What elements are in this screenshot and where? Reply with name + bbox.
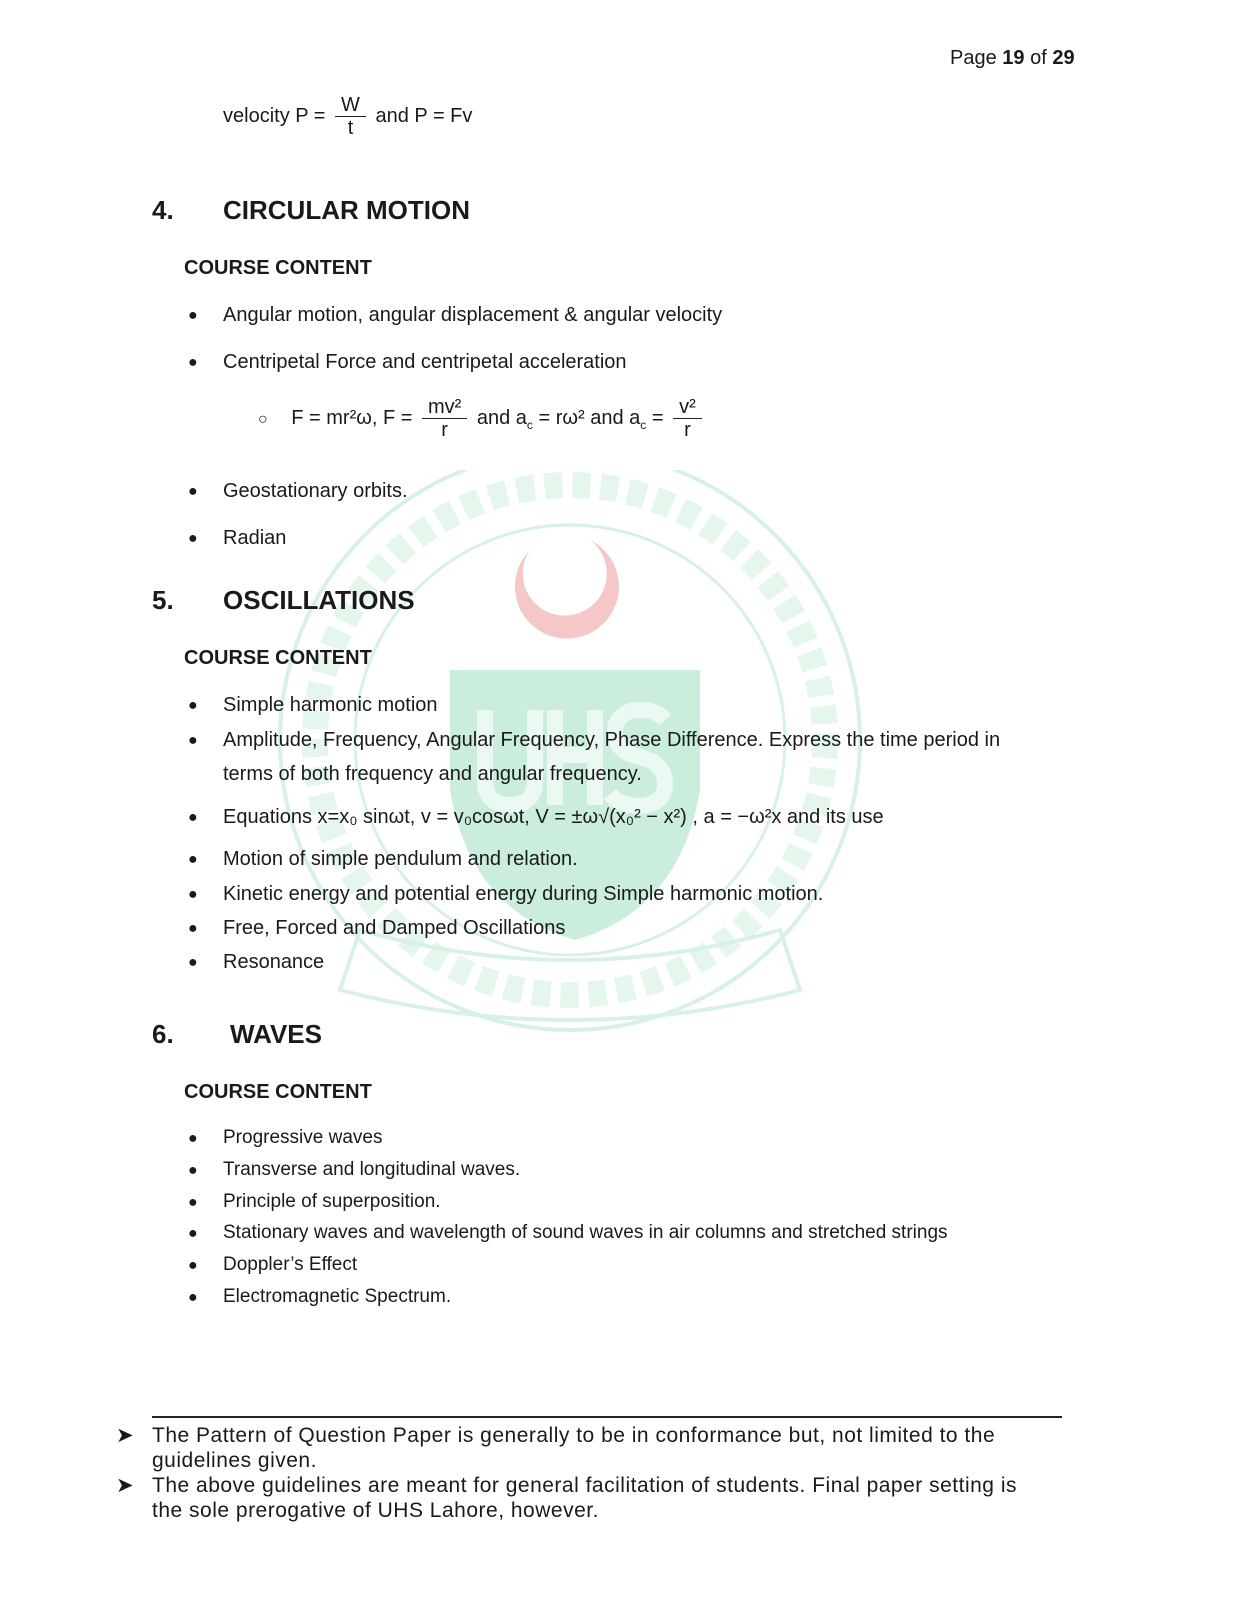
fraction <box>422 396 467 441</box>
section-title: OSCILLATIONS <box>223 585 415 615</box>
bullet: ● <box>188 1257 198 1274</box>
subscript: c <box>526 417 533 432</box>
arrow-bullet-icon: ➤ <box>116 1424 135 1447</box>
list-item: Equations x=x₀ sinωt, v = v₀cosωt, V = ±ω√(x₀² − x²) , a = −ω²x and its use <box>223 806 884 828</box>
list-item: Electromagnetic Spectrum. <box>223 1286 452 1307</box>
bullet: ● <box>188 809 198 826</box>
bullet: ● <box>188 1289 198 1306</box>
page-number <box>950 47 1075 70</box>
bullet: ● <box>188 354 198 371</box>
fraction-numerator: mv² <box>422 396 467 419</box>
list-item: Kinetic energy and potential energy during Simple harmonic motion. <box>223 883 824 905</box>
bullet: ● <box>188 697 198 714</box>
course-content-label: COURSE CONTENT <box>184 647 372 669</box>
bullet: ● <box>188 1130 198 1147</box>
bullet: ● <box>188 1162 198 1179</box>
list-item: Simple harmonic motion <box>223 694 438 716</box>
list-item: Doppler’s Effect <box>223 1254 358 1275</box>
list-item: Resonance <box>223 951 325 973</box>
formula-part: and a <box>476 406 527 429</box>
list-item: Angular motion, angular displacement & angular velocity <box>223 304 723 326</box>
list-item: Geostationary orbits. <box>223 480 408 502</box>
list-item: Stationary waves and wavelength of sound waves in air columns and stretched strings <box>223 1222 948 1243</box>
power-formula <box>223 94 472 139</box>
page-prefix: Page <box>950 47 997 69</box>
section-number: 5. <box>152 585 174 615</box>
bullet: ● <box>188 886 198 903</box>
bullet: ● <box>188 1194 198 1211</box>
list-item: Progressive waves <box>223 1127 383 1148</box>
footer-note-continued: the sole prerogative of UHS Lahore, however. <box>152 1499 599 1522</box>
bullet: ● <box>188 483 198 500</box>
page-total: 29 <box>1052 47 1075 69</box>
centripetal-formula <box>258 396 706 441</box>
fraction-numerator: v² <box>673 396 702 419</box>
bullet: ● <box>188 954 198 971</box>
page-of: of <box>1030 47 1047 69</box>
course-content-label: COURSE CONTENT <box>184 257 372 279</box>
bullet: ● <box>188 1225 198 1242</box>
bullet: ● <box>188 530 198 547</box>
bullet: ● <box>188 732 198 749</box>
footer-note: The Pattern of Question Paper is generally to be in conformance but, not limited to the <box>152 1424 996 1447</box>
formula-part: F = mr²ω, F = <box>291 406 413 429</box>
fraction-denominator: t <box>347 117 354 139</box>
fraction-denominator: r <box>684 419 691 441</box>
list-item: Centripetal Force and centripetal acceleration <box>223 351 627 373</box>
subscript: c <box>640 417 647 432</box>
footer-divider <box>152 1416 1062 1418</box>
footer-note-continued: guidelines given. <box>152 1449 317 1472</box>
section-number: 6. <box>152 1019 174 1049</box>
bullet: ● <box>188 851 198 868</box>
course-content-label: COURSE CONTENT <box>184 1081 372 1103</box>
power-fraction <box>335 94 366 139</box>
formula-part: = rω² and a <box>532 406 641 429</box>
fraction <box>673 396 702 441</box>
power-suffix: and P = Fv <box>375 104 473 127</box>
list-item: Amplitude, Frequency, Angular Frequency, Phase Difference. Express the time period in <box>223 729 1001 751</box>
arrow-bullet-icon: ➤ <box>116 1474 135 1497</box>
bullet: ● <box>188 307 198 324</box>
list-item: Free, Forced and Damped Oscillations <box>223 917 566 939</box>
circle-bullet: ○ <box>258 410 268 428</box>
list-item: Transverse and longitudinal waves. <box>223 1159 521 1180</box>
section-title: WAVES <box>230 1019 322 1049</box>
page-current: 19 <box>1002 47 1025 69</box>
section-number: 4. <box>152 195 174 225</box>
formula-part: = <box>646 406 664 429</box>
bullet: ● <box>188 920 198 937</box>
list-item-continued: terms of both frequency and angular frequency. <box>223 763 642 785</box>
fraction-denominator: r <box>441 419 448 441</box>
list-item: Motion of simple pendulum and relation. <box>223 848 578 870</box>
list-item: Radian <box>223 527 287 549</box>
footer-note: The above guidelines are meant for general facilitation of students. Final paper setting is <box>152 1474 1017 1497</box>
section-title: CIRCULAR MOTION <box>223 195 470 225</box>
fraction-numerator: W <box>335 94 366 117</box>
list-item: Principle of superposition. <box>223 1191 441 1212</box>
power-prefix: velocity P = <box>223 104 326 127</box>
